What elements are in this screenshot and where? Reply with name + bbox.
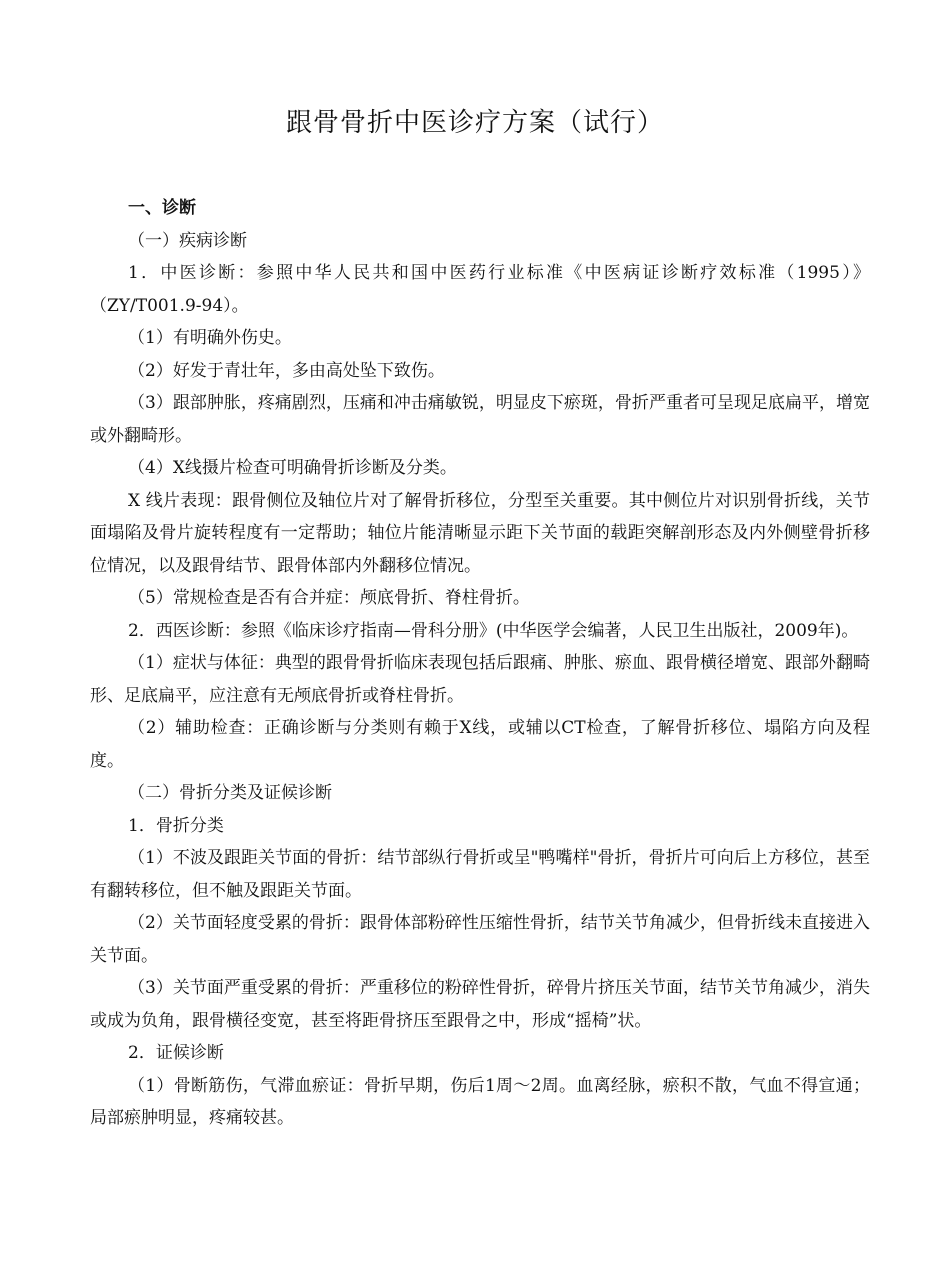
paragraph-class-3: （3）关节面严重受累的骨折：严重移位的粉碎性骨折，碎骨片挤压关节面，结节关节角减少，消失或成为负角，跟骨横径变宽，甚至将距骨挤压至跟骨之中，形成“摇椅”状。 xyxy=(90,978,870,1031)
paragraph-auxiliary-exam: （2）辅助检查：正确诊断与分类则有赖于X线，或辅以CT检查，了解骨折移位、塌陷方向及程度。 xyxy=(90,718,870,771)
document-title: 跟骨骨折中医诊疗方案（试行） xyxy=(285,108,664,138)
paragraph-syndrome-1: （1）骨断筋伤，气滞血瘀证：骨折早期，伤后1周～2周。血离经脉，瘀积不散，气血不得宣通；局部瘀肿明显，疼痛较甚。 xyxy=(90,1075,870,1128)
paragraph-item-2: （2）好发于青壮年，多由高处坠下致伤。 xyxy=(128,360,445,381)
paragraph-xray-findings: X 线片表现：跟骨侧位及轴位片对了解骨折移位，分型至关重要。其中侧位片对识别骨折线，关节面塌陷及骨片旋转程度有一定帮助；轴位片能清晰显示距下关节面的载距突解剖形态及内外侧壁骨折移位情况，以及跟骨结节、跟骨体部内外翻移位情况。 xyxy=(90,490,870,576)
paragraph-class-1: （1）不波及跟距关节面的骨折：结节部纵行骨折或呈"鸭嘴样"骨折，骨折片可向后上方移位，甚至有翻转移位，但不触及跟距关节面。 xyxy=(90,848,870,901)
section-heading-diagnosis: 一、诊断 xyxy=(128,198,196,218)
paragraph-item-1: （1）有明确外伤史。 xyxy=(128,328,292,348)
paragraph-fracture-classification: 1．骨折分类 xyxy=(128,815,224,836)
paragraph-class-2: （2）关节面轻度受累的骨折：跟骨体部粉碎性压缩性骨折，结节关节角减少，但骨折线未直接进入关节面。 xyxy=(90,913,870,966)
subsection-heading-classification: （二）骨折分类及证候诊断 xyxy=(128,783,332,803)
paragraph-syndrome-diagnosis: 2．证候诊断 xyxy=(128,1043,224,1063)
subsection-heading-disease-diagnosis: （一）疾病诊断 xyxy=(128,230,247,251)
document-body xyxy=(90,192,870,1135)
paragraph-item-5: （5）常规检查是否有合并症：颅底骨折、脊柱骨折。 xyxy=(128,588,530,608)
paragraph-tcm-diagnosis: 1．中医诊断：参照中华人民共和国中医药行业标准《中医病证诊断疗效标准（1995）》（ZY/T001.9-94）。 xyxy=(90,263,870,316)
paragraph-item-4: （4）X线摄片检查可明确骨折诊断及分类。 xyxy=(128,458,457,478)
paragraph-item-3: （3）跟部肿胀，疼痛剧烈，压痛和冲击痛敏锐，明显皮下瘀斑，骨折严重者可呈现足底扁平，增宽或外翻畸形。 xyxy=(90,393,870,446)
paragraph-western-diagnosis: 2．西医诊断：参照《临床诊疗指南—骨科分册》(中华医学会编著，人民卫生出版社，2009年)。 xyxy=(128,620,859,641)
paragraph-symptoms-signs: （1）症状与体征：典型的跟骨骨折临床表现包括后跟痛、肿胀、瘀血、跟骨横径增宽、跟部外翻畸形、足底扁平，应注意有无颅底骨折或脊柱骨折。 xyxy=(90,653,870,706)
